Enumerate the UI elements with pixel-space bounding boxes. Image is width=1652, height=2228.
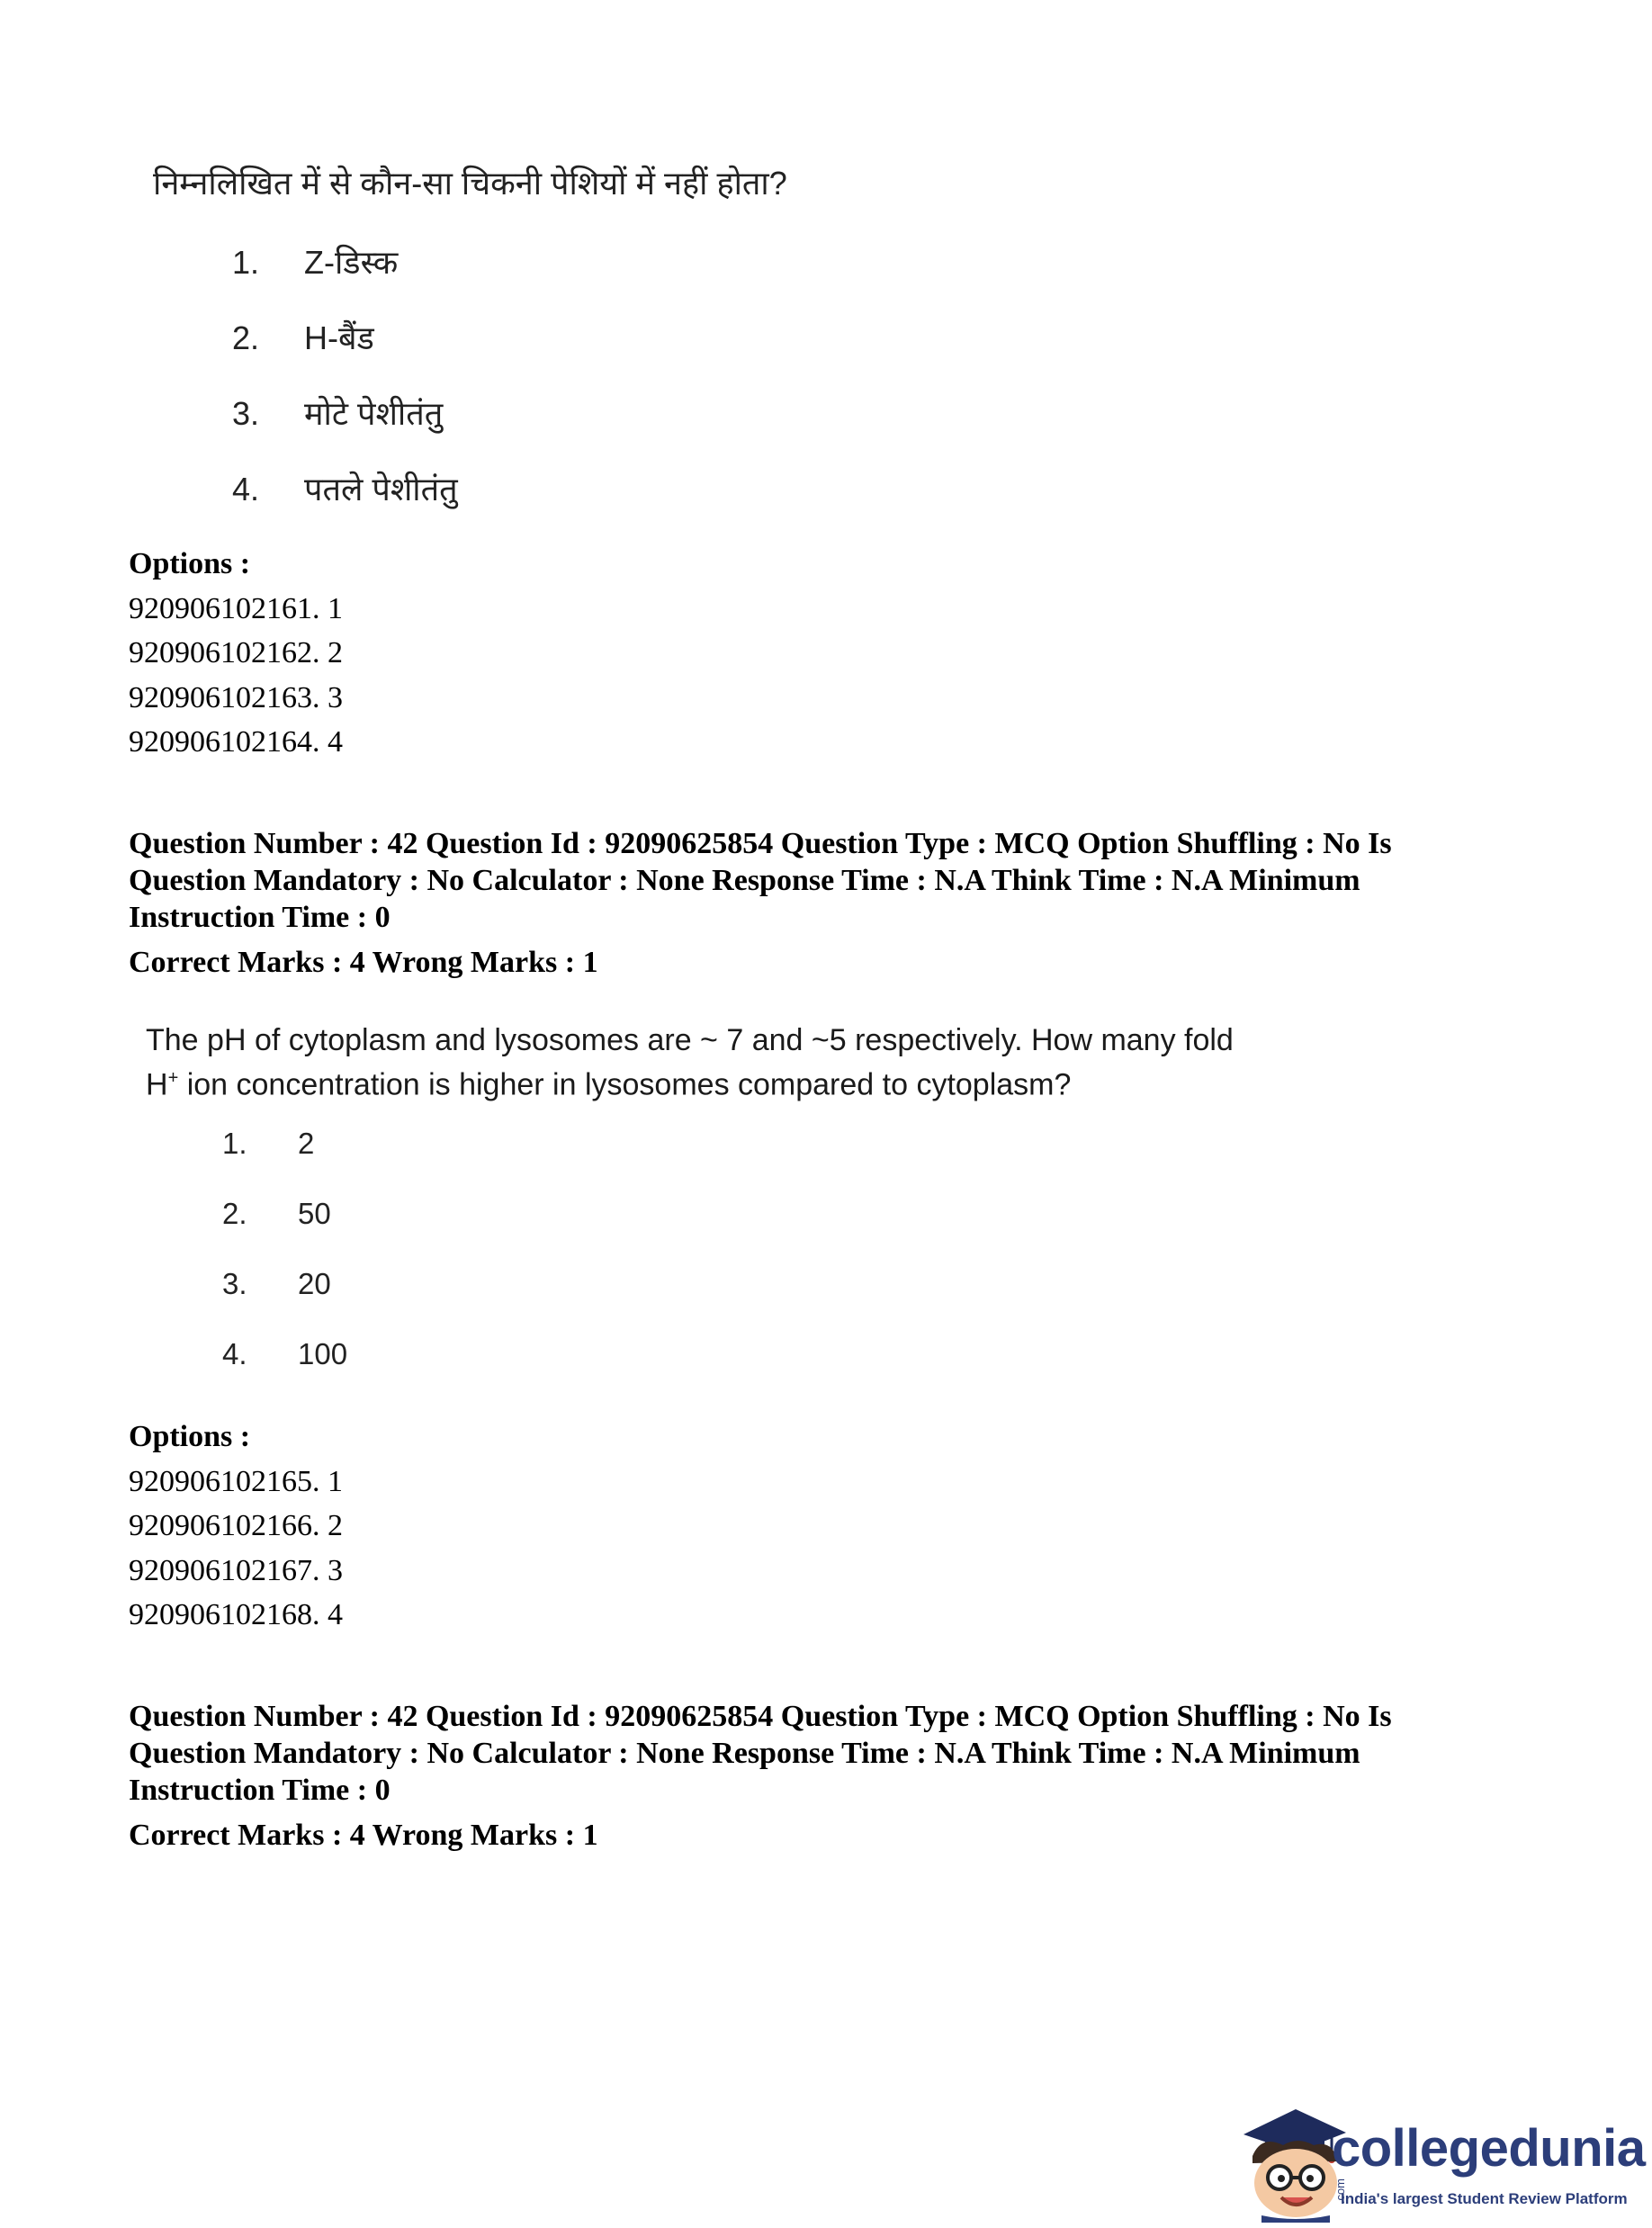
question-1-choice-3	[232, 391, 443, 435]
question-2-line-1: The pH of cytoplasm and lysosomes are ~ 7 and ~5 respectively. How many fold	[146, 1023, 1234, 1057]
option-row: 920906102167. 3	[129, 1554, 343, 1587]
option-row: 920906102162. 2	[129, 636, 343, 669]
choice-number: 1.	[222, 1127, 247, 1160]
option-row: 920906102164. 4	[129, 725, 343, 759]
meta-line: Instruction Time : 0	[129, 901, 391, 934]
meta-line: Instruction Time : 0	[129, 1774, 391, 1807]
option-row: 920906102165. 1	[129, 1465, 343, 1498]
question-meta	[129, 825, 1532, 981]
meta-line: Question Number : 42 Question Id : 92090625854 Question Type : MCQ Option Shuffling : No Is	[129, 1700, 1392, 1733]
choice-number: 3.	[232, 395, 260, 432]
question-2-choice-1	[222, 1127, 314, 1161]
choice-number: 1.	[232, 244, 260, 281]
options-heading: Options :	[129, 547, 251, 580]
option-row: 920906102163. 3	[129, 681, 343, 714]
question-1-choice-1	[232, 239, 398, 283]
meta-line: Question Mandatory : No Calculator : None Response Time : N.A Think Time : N.A Minimum	[129, 864, 1360, 897]
question-meta	[129, 1698, 1532, 1854]
option-row: 920906102161. 1	[129, 592, 343, 625]
question-1-text: निम्नलिखित में से कौन-सा चिकनी पेशियों में नहीं होता?	[153, 165, 787, 202]
choice-text: 2	[298, 1127, 315, 1160]
meta-line: Question Mandatory : No Calculator : None Response Time : N.A Think Time : N.A Minimum	[129, 1737, 1360, 1770]
logo-name: collegedunia	[1332, 2119, 1646, 2178]
choice-text: Z-डिस्क	[304, 244, 399, 281]
question-1-choice-4	[232, 466, 458, 510]
options-heading: Options :	[129, 1420, 251, 1453]
question-2-choice-2	[222, 1197, 331, 1231]
choice-number: 3.	[222, 1267, 247, 1300]
question-1-choice-2	[232, 315, 374, 359]
logo-tagline: India's largest Student Review Platform	[1341, 2190, 1628, 2207]
choice-text: 100	[298, 1337, 348, 1370]
choice-text: पतले पेशीतंतु	[304, 471, 458, 508]
option-row: 920906102168. 4	[129, 1598, 343, 1631]
choice-number: 4.	[222, 1337, 247, 1370]
marks-line: Correct Marks : 4 Wrong Marks : 1	[129, 1819, 598, 1852]
question-2-text	[146, 1021, 1234, 1103]
logo-com: .com	[1333, 2179, 1347, 2205]
choice-number: 2.	[222, 1197, 247, 1230]
question-2-choice-4	[222, 1337, 347, 1371]
choice-number: 4.	[232, 471, 260, 508]
option-row: 920906102166. 2	[129, 1509, 343, 1542]
marks-line: Correct Marks : 4 Wrong Marks : 1	[129, 946, 598, 979]
choice-number: 2.	[232, 319, 260, 356]
choice-text: मोटे पेशीतंतु	[304, 395, 444, 432]
question-2-line-2: H+ ion concentration is higher in lysosomes compared to cytoplasm?	[146, 1067, 1072, 1102]
choice-text: 20	[298, 1267, 331, 1300]
question-2-choice-3	[222, 1267, 331, 1301]
meta-line: Question Number : 42 Question Id : 92090625854 Question Type : MCQ Option Shuffling : No Is	[129, 827, 1392, 860]
choice-text: H-बैंड	[304, 319, 374, 356]
choice-text: 50	[298, 1197, 331, 1230]
